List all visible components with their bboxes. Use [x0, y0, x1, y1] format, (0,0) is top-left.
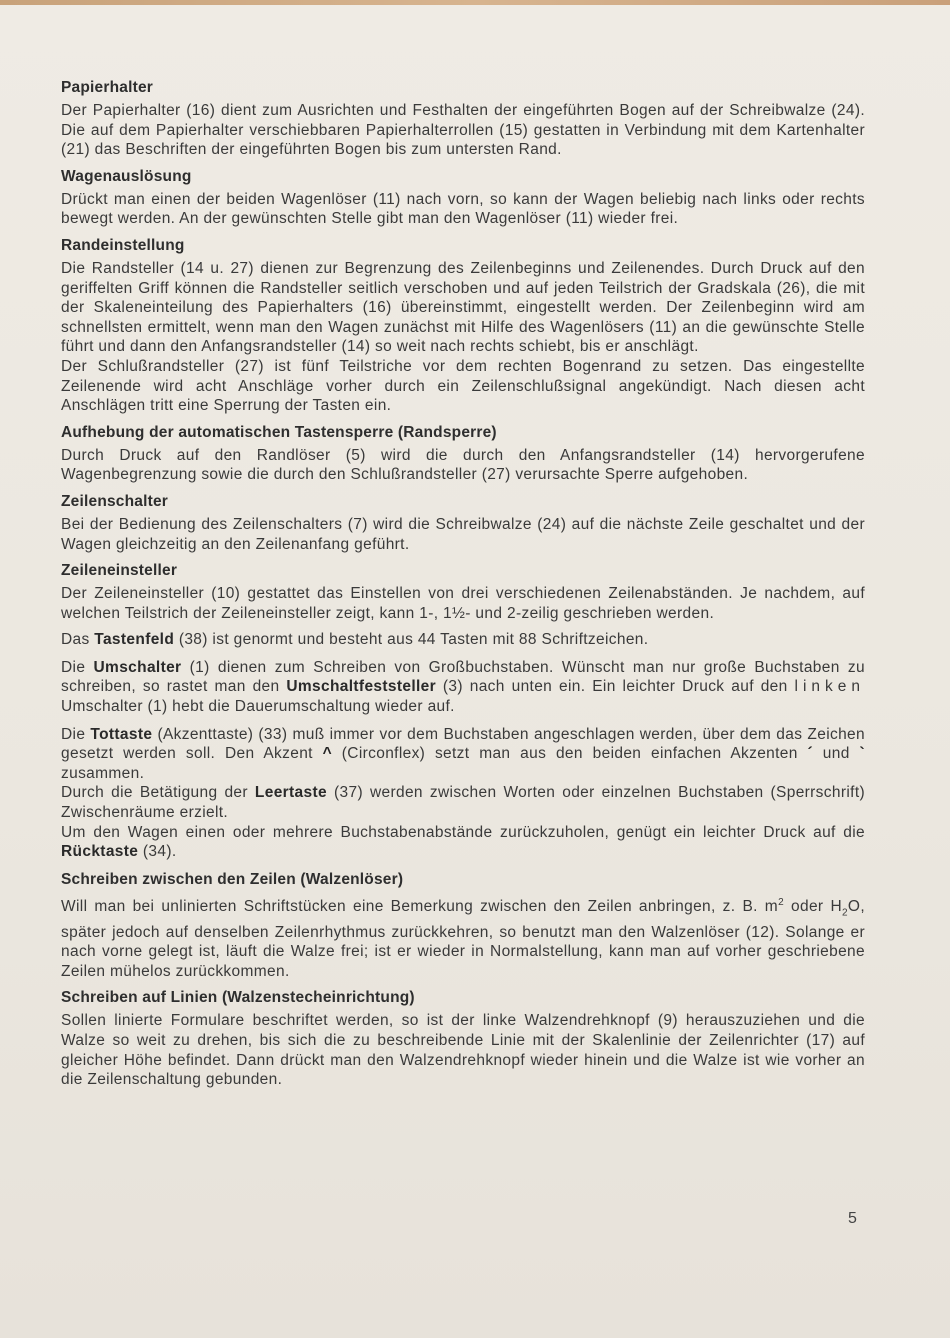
superscript: 2 [778, 896, 784, 908]
section-heading: Randeinstellung [61, 236, 185, 254]
term-ruecktaste: Rücktaste [61, 843, 139, 861]
text-run: (Circonflex) setzt man aus den beiden einfachen Akzenten [332, 745, 808, 763]
paragraph-ruecktaste [61, 823, 865, 862]
section-paragraph: Sollen linierte Formulare beschriftet werden, so ist der linke Walzendrehknopf (9) herauszuziehen und die Walze so weit zu drehen, bis sich die zu beschreibende Linie mit der Skalenlinie der Zeilenrichter (17) auf gleicher Höhe befindet. Dann drückt man den Walzendrehknopf wieder hinein und die Walze ist wie vorher an die Zeilenschaltung gebunden. [61, 1012, 865, 1089]
text-run: und [813, 745, 860, 763]
paragraph-tastenfeld [61, 630, 865, 650]
section-zeilenschalter [61, 492, 865, 554]
text-run: Die [61, 658, 94, 676]
section-heading: Schreiben auf Linien (Walzenstecheinrichtung) [61, 989, 415, 1007]
text-run: (38) ist genormt und besteht aus 44 Tasten mit 88 Schriftzeichen. [174, 631, 649, 649]
text-run: (37) werden zwischen Worten oder einzelnen Buchstaben (Sperrschrift) Zwischenräume erzielt. [61, 784, 865, 822]
text-run: (3) nach unten ein. Ein leichter Druck auf den [436, 678, 795, 696]
paper-top-edge [0, 0, 950, 5]
section-heading: Papierhalter [61, 79, 153, 96]
paragraph-umschalter [61, 658, 865, 717]
term-umschaltfeststeller: Umschaltfeststeller [286, 678, 437, 696]
subscript: 2 [842, 907, 848, 919]
circumflex-accent-glyph: ^ [322, 745, 332, 763]
section-paragraph: Der Papierhalter (16) dient zum Ausrichten und Festhalten der eingeführten Bogen auf der Schreibwalze (24). Die auf dem Papierhalter verschiebbaren Papierhalterrollen (15) gestatten in Verbindung mit dem Kartenhalter (21) das Beschriften der eingeführten Bogen bis zum untersten Rand. [61, 102, 865, 159]
section-paragraph: Der Schlußrandsteller (27) ist fünf Teilstriche vor dem rechten Bogenrand zu setzen. Das eingestellte Zeilenende wird acht Anschläge vorher durch ein Zeilenschlußsignal angekündigt. Nach diesen acht Anschlägen tritt eine Sperrung der Tasten ein. [61, 357, 865, 415]
section-papierhalter [61, 78, 865, 160]
section-walzenstecheinrichtung [61, 988, 865, 1089]
section-zeileneinsteller [61, 561, 865, 623]
text-run: O, später jedoch auf denselben Zeilenrhythmus zurückkehren, so benutzt man den Walzenlöser (12). Solange er nach vorne gelegt ist, läuft die Walze frei; ist er wieder in Normalstellung, kann man auf vorher geschriebene Zeilen mühelos zurückkommen. [61, 897, 865, 980]
text-run: zusammen. [61, 764, 145, 782]
section-paragraph: Bei der Bedienung des Zeilenschalters (7) wird die Schreibwalze (24) auf die nächste Zeile geschaltet und der Wagen gleichzeitig an den Zeilenanfang geführt. [61, 515, 865, 553]
term-tottaste: Tottaste [90, 725, 153, 743]
section-paragraph: Durch Druck auf den Randlöser (5) wird die durch den Anfangsrandsteller (14) hervorgerufene Wagenbegrenzung sowie die durch den Schlußrandsteller (27) verursachte Sperre aufgehoben. [61, 446, 865, 484]
page-number: 5 [848, 1210, 858, 1227]
text-run: Das [61, 631, 95, 649]
text-run: (Akzenttaste) (33) muß immer vor dem Buchstaben angeschlagen werden, über dem das Zeichen gesetzt werden soll. Den Akzent [61, 725, 865, 763]
section-randsperre [61, 423, 865, 485]
term-leertaste: Leertaste [254, 784, 327, 802]
term-umschalter: Umschalter [93, 658, 182, 676]
acute-accent-glyph: ´ [807, 745, 814, 763]
section-paragraph [61, 893, 865, 982]
text-run: Die [61, 725, 91, 743]
text-run: Will man bei unlinierten Schriftstücken eine Bemerkung zwischen den Zeilen anbringen, z. B. m [61, 897, 779, 915]
paragraph-tottaste [61, 725, 865, 784]
text-run: (34). [138, 843, 177, 861]
section-paragraph: Die Randsteller (14 u. 27) dienen zur Begrenzung des Zeilenbeginns und Zeilenendes. Durch Druck auf den geriffelten Griff können die Randsteller seitlich verschoben und auf jeden Teilstrich der Gradskala (26), die mit der Skaleneinteilung des Papierhalters (16) übereinstimmt, eingestellt werden. Der Zeilenbeginn wird am schnellsten ermittelt, wenn man den Wagen zunächst mit Hilfe des Wagenlösers (11) an die gewünschte Stelle führt und dann den Anfangsrandsteller (14) so weit nach rechts schiebt, bis er anschlägt. [61, 259, 865, 356]
term-tastenfeld: Tastenfeld [94, 631, 175, 649]
section-heading: Wagenauslösung [61, 167, 192, 185]
page-content [61, 78, 865, 1097]
section-heading: Schreiben zwischen den Zeilen (Walzenlöser) [61, 870, 404, 888]
section-randeinstellung [61, 236, 865, 416]
section-walzenloeser [61, 870, 865, 982]
section-wagenausloesung [61, 167, 865, 229]
section-heading: Zeileneinsteller [61, 562, 178, 580]
section-paragraph: Der Zeileneinsteller (10) gestattet das Einstellen von drei verschiedenen Zeilenabständen. Je nachdem, auf welchen Teilstrich der Zeileneinsteller zeigt, kann 1-, 1½- und 2-zeilig geschrieben werden. [61, 585, 865, 622]
text-run: Umschalter (1) hebt die Dauerumschaltung wieder auf. [61, 698, 455, 716]
section-heading: Zeilenschalter [61, 492, 169, 510]
text-run: Um den Wagen einen oder mehrere Buchstabenabstände zurückzuholen, genügt ein leichter Druck auf die [61, 823, 865, 841]
text-run: (1) dienen zum Schreiben von Großbuchstaben. Wünscht man nur große Buchstaben zu schreiben, so rastet man den [61, 658, 865, 696]
spaced-word: linken [794, 678, 865, 696]
section-heading: Aufhebung der automatischen Tastensperre (Randsperre) [61, 423, 497, 441]
section-paragraph: Drückt man einen der beiden Wagenlöser (11) nach vorn, so kann der Wagen beliebig nach links oder rechts bewegt werden. An der gewünschten Stelle gibt man den Wagenlöser (11) wieder frei. [61, 190, 865, 228]
paragraph-leertaste [61, 783, 865, 822]
text-run: oder H [784, 897, 842, 915]
text-run: Durch die Betätigung der [61, 784, 255, 802]
grave-accent-glyph: ` [859, 745, 865, 763]
